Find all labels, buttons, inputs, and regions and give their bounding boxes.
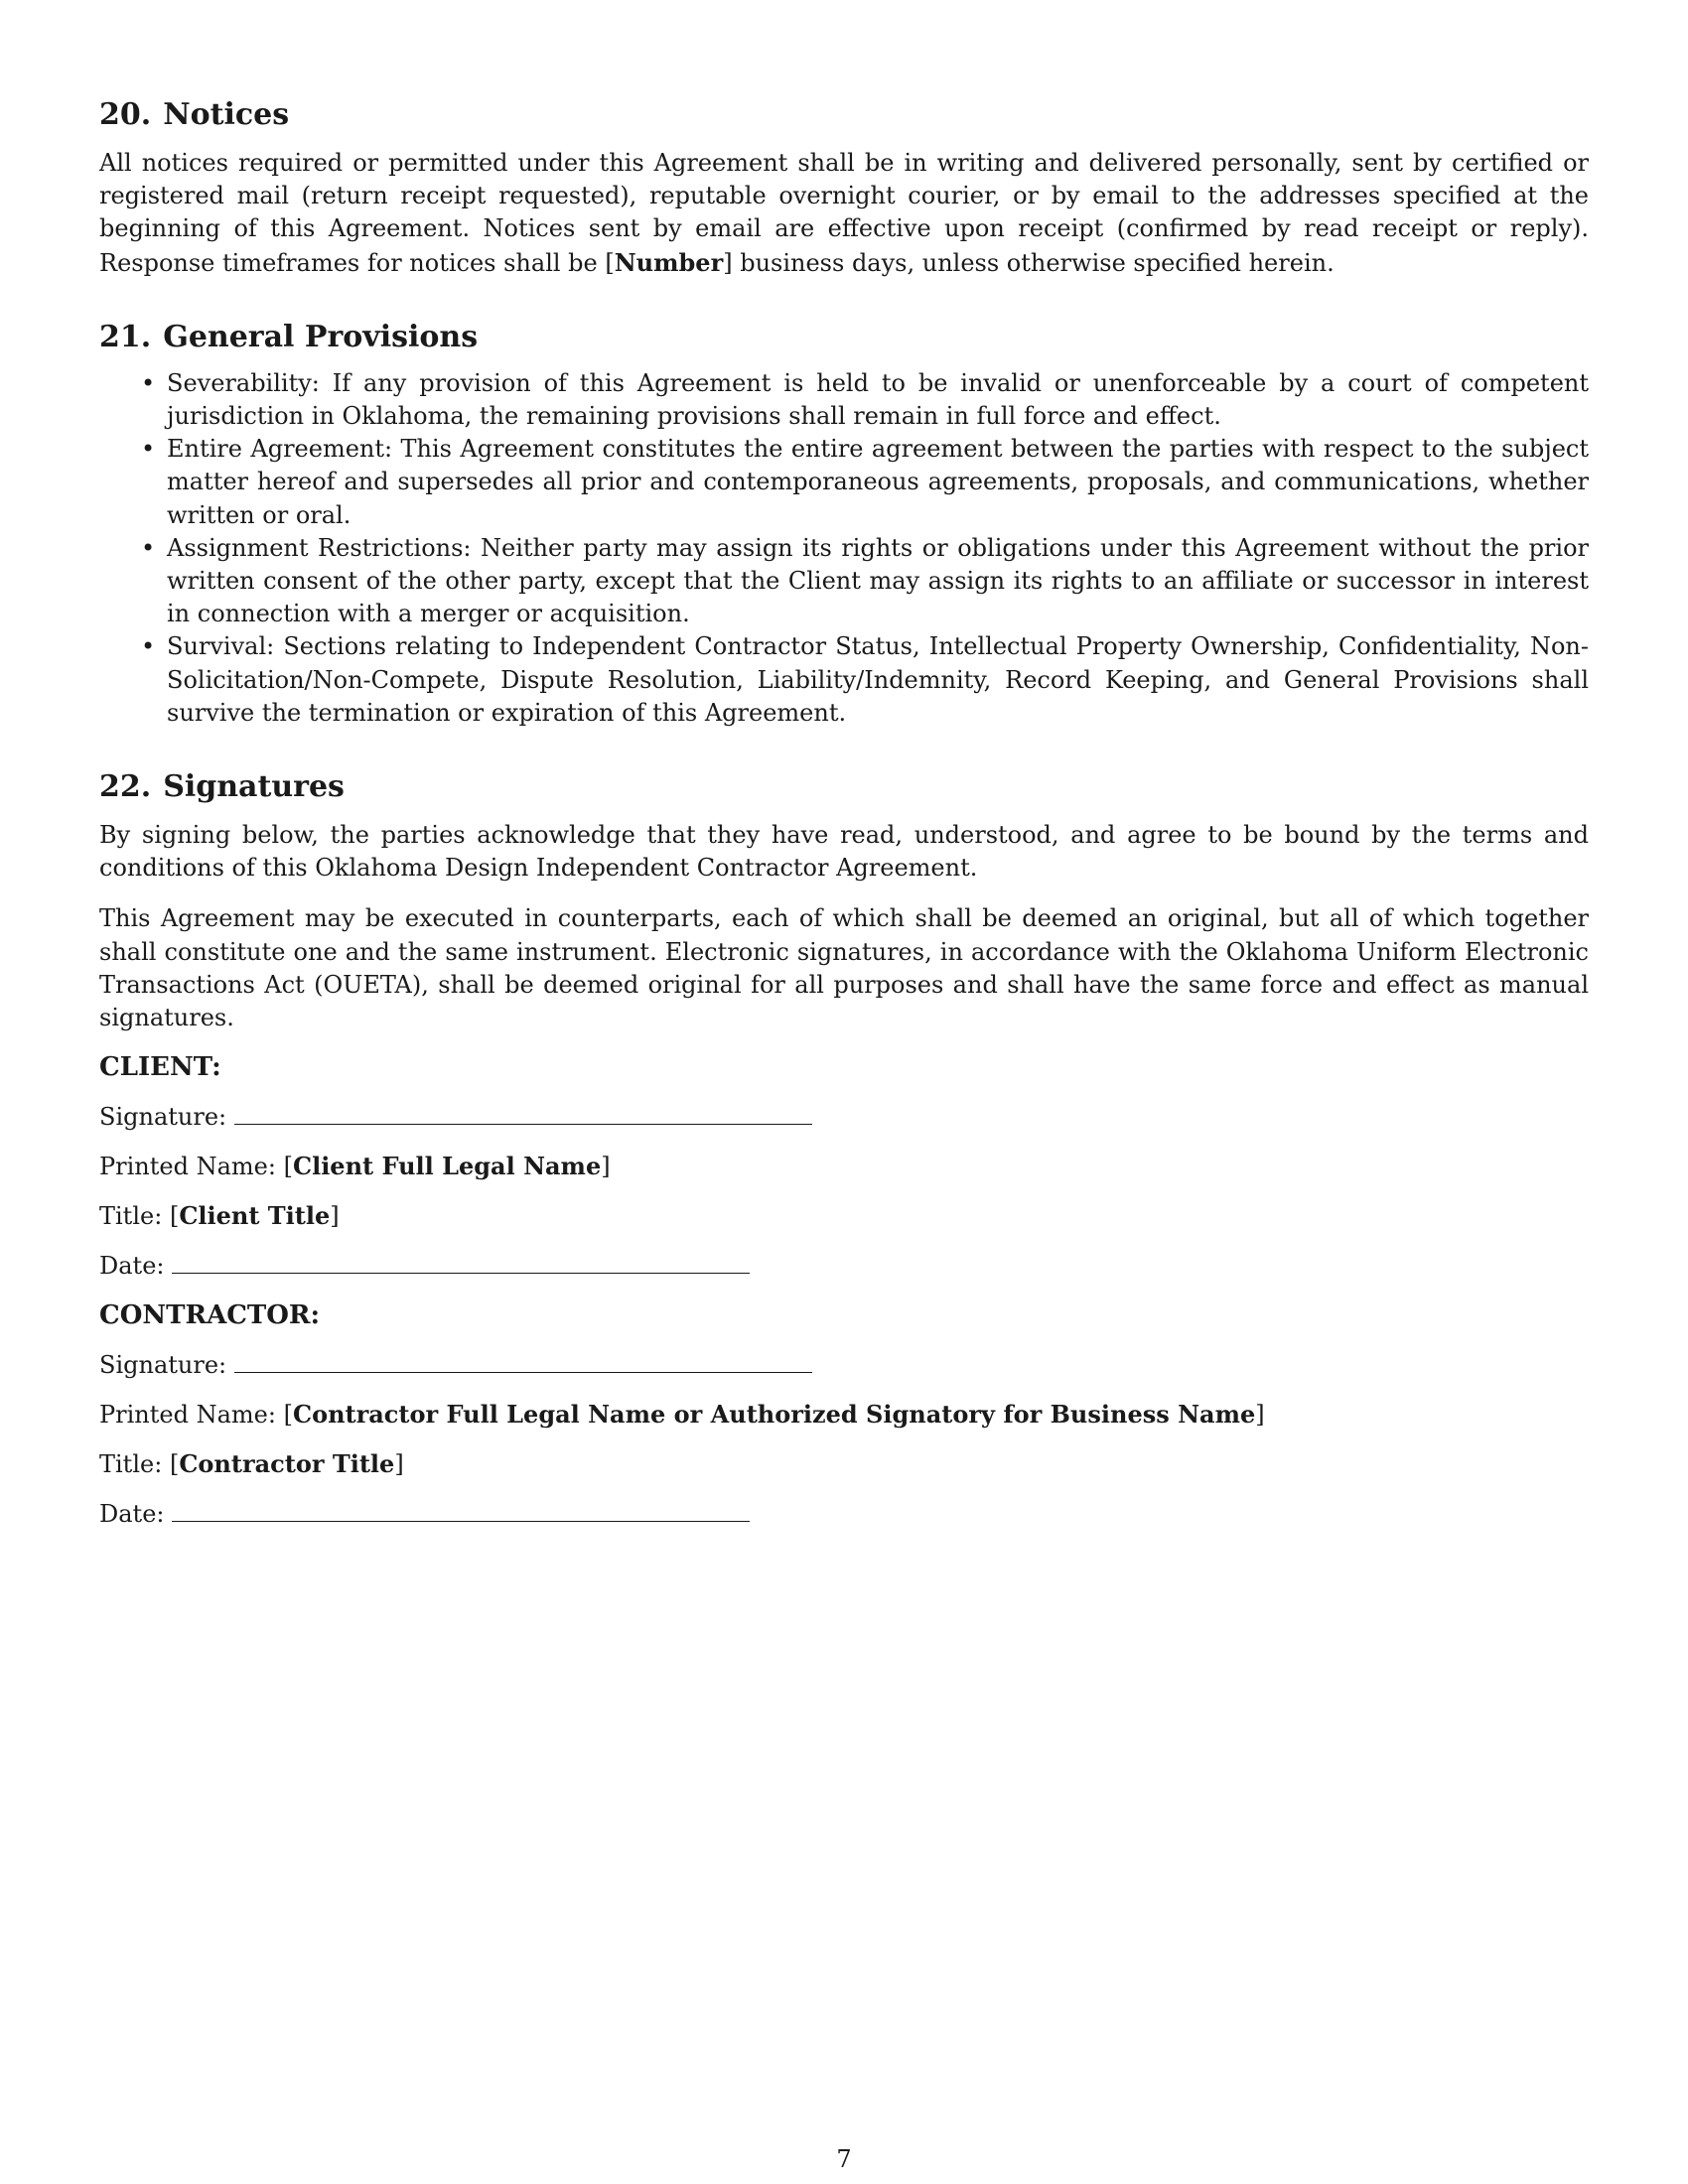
client-title-line: Title: [Client Title] [99, 1201, 340, 1231]
contractor-heading: CONTRACTOR: [99, 1300, 321, 1331]
signature-label: Signature: [99, 1351, 227, 1380]
title-label: Title: [99, 1450, 163, 1479]
client-date-field[interactable] [172, 1251, 750, 1274]
contractor-signature-field[interactable] [234, 1350, 812, 1373]
list-item-text: Assignment Restrictions: Neither party may assign its rights or obligations under this Agreement without the prior written consent of the other party, except that the Client may assign its rights to an affiliate or successor in interest in connection with a merger or acquisition. [167, 533, 1589, 628]
section-number: 22. [99, 769, 152, 805]
notices-text-after: ] business days, unless otherwise specified herein. [723, 248, 1335, 277]
section-title: Signatures [163, 769, 345, 805]
contractor-title-line: Title: [Contractor Title] [99, 1449, 404, 1479]
client-date-line [99, 1249, 1589, 1283]
contractor-printed-name-line: Printed Name: [Contractor Full Legal Name or Authorized Signatory for Business Name] [99, 1400, 1265, 1430]
client-heading: CLIENT: [99, 1052, 221, 1083]
client-printed-name-line: Printed Name: [Client Full Legal Name] [99, 1152, 611, 1181]
signatures-paragraph-1: By signing below, the parties acknowledge that they have read, understood, and agree to be bound by the terms and conditions of this Oklahoma Design Independent Contractor Agreement. [99, 821, 1589, 883]
date-label: Date: [99, 1500, 165, 1529]
section-title: Notices [163, 97, 290, 132]
contractor-signature-line [99, 1348, 1589, 1382]
client-printed-name-placeholder: Client Full Legal Name [292, 1152, 602, 1181]
client-signature-line [99, 1100, 1589, 1134]
section-number: 21. [99, 319, 152, 354]
section-number: 20. [99, 97, 152, 132]
date-label: Date: [99, 1252, 165, 1281]
list-item-assignment-restrictions [141, 532, 1589, 631]
client-signature-field[interactable] [234, 1102, 812, 1125]
bullet-icon: • [141, 435, 156, 464]
signature-label: Signature: [99, 1103, 227, 1132]
bullet-icon: • [141, 632, 156, 661]
list-item-survival [141, 630, 1589, 730]
list-item-text: Entire Agreement: This Agreement constitutes the entire agreement between the parties with respect to the subject matter hereof and supersedes all prior and contemporaneous agreements, proposals, and communications, whether written or oral. [167, 435, 1589, 529]
section-heading-general-provisions [99, 318, 1589, 357]
page-number: 7 [836, 2145, 852, 2173]
contractor-printed-name-placeholder: Contractor Full Legal Name or Authorized Signatory for Business Name [292, 1400, 1256, 1430]
contractor-date-field[interactable] [172, 1499, 750, 1522]
contractor-title-placeholder: Contractor Title [179, 1449, 395, 1479]
bullet-icon: • [141, 533, 156, 562]
document-page [99, 95, 1589, 1531]
section-heading-notices [99, 95, 1589, 135]
list-item-entire-agreement [141, 433, 1589, 532]
signatures-paragraph-2: This Agreement may be executed in counterparts, each of which shall be deemed an original, but all of which together shall constitute one and the same instrument. Electronic signatures, in accordance with the Oklahoma Uniform Electronic Transactions Act (OUETA), shall be deemed original for all purposes and shall have the same force and effect as manual signatures. [99, 904, 1589, 1032]
number-placeholder: Number [614, 247, 724, 277]
list-item-severability [141, 367, 1589, 433]
title-label: Title: [99, 1202, 163, 1231]
general-provisions-list [99, 367, 1589, 730]
list-item-text: Severability: If any provision of this Agreement is held to be invalid or unenforceable by a court of competent jurisdiction in Oklahoma, the remaining provisions shall remain in full force and effect. [167, 368, 1589, 431]
section-heading-signatures [99, 767, 1589, 807]
printed-name-label: Printed Name: [99, 1153, 276, 1181]
printed-name-label: Printed Name: [99, 1401, 276, 1430]
list-item-text: Survival: Sections relating to Independent Contractor Status, Intellectual Property Ownership, Confidentiality, Non-Solicitation/Non-Compete, Dispute Resolution, Liability/Indemnity, Record Keeping, and General Provisions shall survive the termination or expiration of this Agreement. [167, 632, 1589, 727]
notices-text-before: All notices required or permitted under this Agreement shall be in writing and delivered personally, sent by certified or registered mail (return receipt requested), reputable overnight courier, or by email to the addresses specified at the beginning of this Agreement. Notices sent by email are effective upon receipt (confirmed by read receipt or reply). Response timeframes for notices shall be [ [99, 149, 1589, 277]
contractor-date-line [99, 1497, 1589, 1531]
notices-paragraph [99, 147, 1589, 280]
section-title: General Provisions [163, 319, 479, 354]
bullet-icon: • [141, 368, 156, 397]
client-title-placeholder: Client Title [179, 1201, 331, 1231]
